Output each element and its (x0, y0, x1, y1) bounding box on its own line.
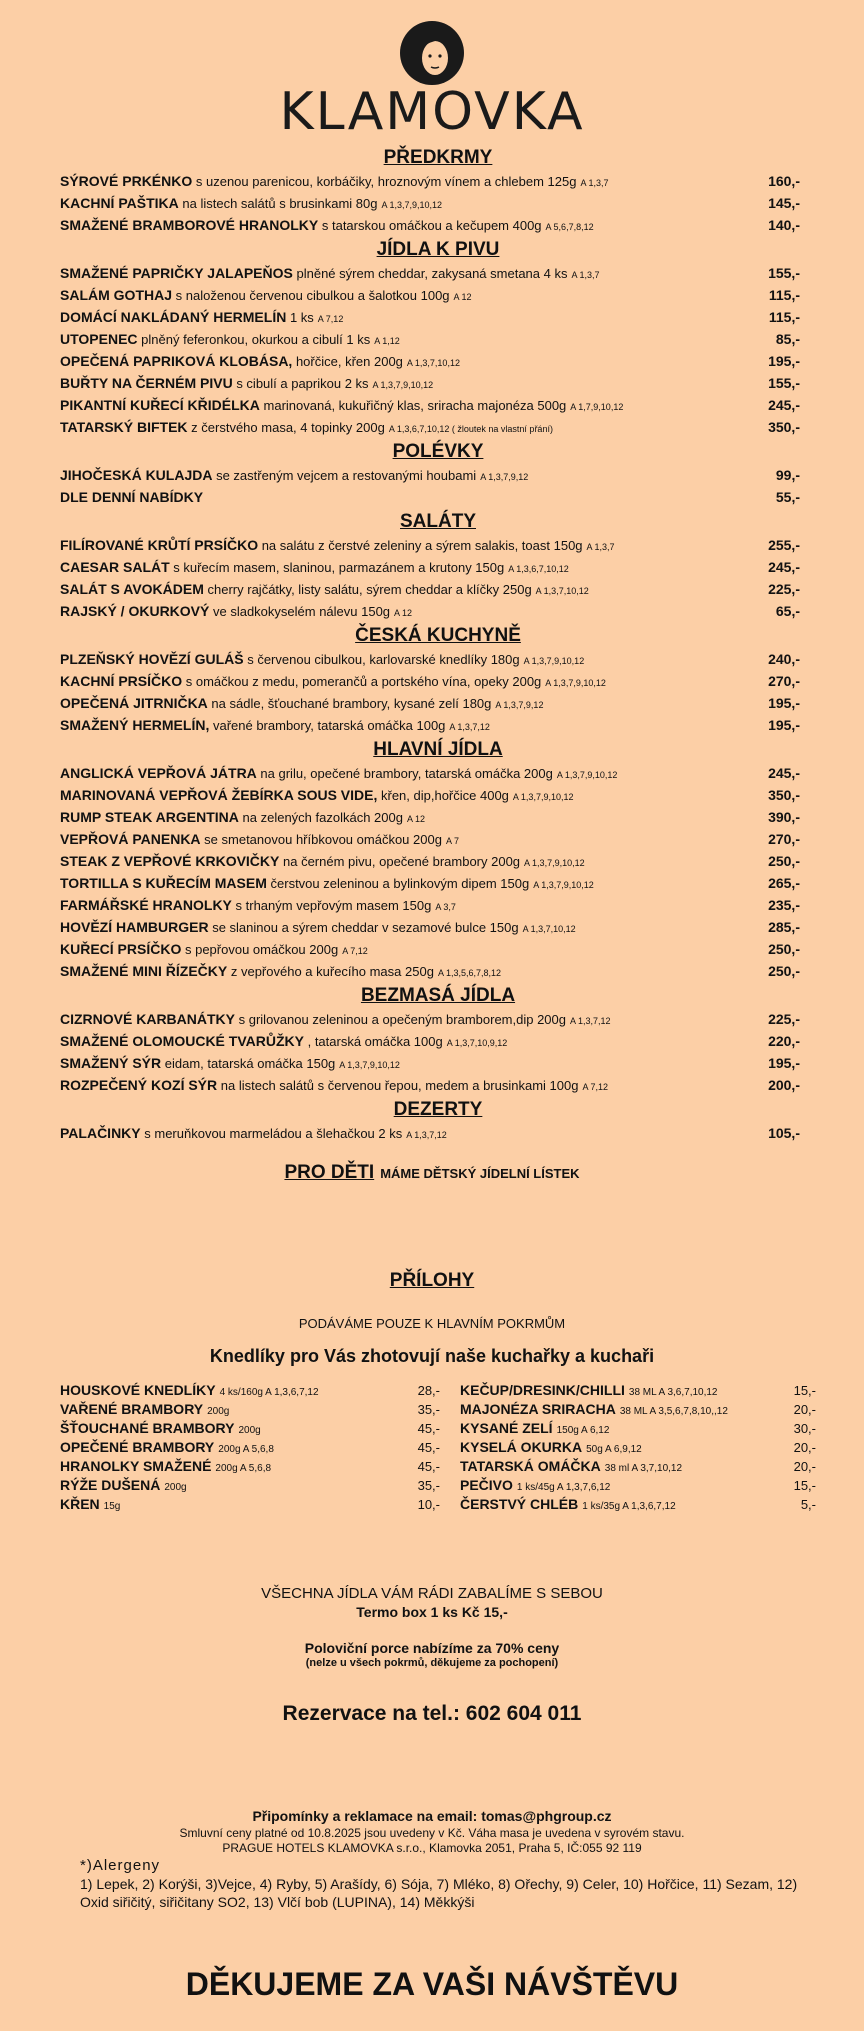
item-description: vařené brambory, tatarská omáčka 100g (212, 718, 446, 733)
item-name: SALÁM GOTHAJ (60, 287, 172, 303)
item-name: SMAŽENÝ SÝR (60, 1055, 162, 1071)
item-name: FARMÁŘSKÉ HRANOLKY (60, 897, 232, 913)
side-item (60, 1495, 440, 1514)
item-name: FILÍROVANÉ KRŮTÍ PRSÍČKO (60, 537, 259, 553)
item-name: OPEČENÁ JITRNIČKA (60, 695, 208, 711)
kids-title: PRO DĚTI (284, 1162, 375, 1183)
reservation-phone: Rezervace na tel.: 602 604 011 (282, 1702, 582, 1725)
side-item (60, 1419, 440, 1438)
side-name: VAŘENÉ BRAMBORY (60, 1401, 204, 1417)
kids-subtitle: MÁME DĚTSKÝ JÍDELNÍ LÍSTEK (380, 1166, 580, 1181)
item-allergens: A 12 (394, 608, 413, 618)
item-allergens: A 1,3,7,10,12 (522, 924, 576, 934)
item-name: ANGLICKÁ VEPŘOVÁ JÁTRA (60, 765, 257, 781)
item-allergens: A 1,3,7,12 (449, 722, 490, 732)
side-price: 15,- (793, 1478, 816, 1493)
item-price: 105,- (768, 1125, 800, 1141)
menu-item (60, 828, 816, 850)
logo-face-icon (399, 20, 465, 86)
item-price: 200,- (768, 1077, 800, 1093)
item-allergens: A 1,12 (374, 336, 400, 346)
item-name: TATARSKÝ BIFTEK (60, 419, 188, 435)
side-name: MAJONÉZA SRIRACHA (460, 1401, 616, 1417)
item-name: SMAŽENÉ OLOMOUCKÉ TVARŮŽKY (60, 1033, 304, 1049)
side-price: 20,- (793, 1440, 816, 1455)
item-description: na listech salátů s červenou řepou, medem a brusinkami 100g (220, 1078, 579, 1093)
item-allergens: A 1,3,7,10,9,12 (446, 1038, 508, 1048)
menu-item (60, 192, 816, 214)
side-item (460, 1381, 816, 1400)
item-allergens: A 1,3,7,9,10,12 (523, 656, 585, 666)
side-name: TATARSKÁ OMÁČKA (460, 1458, 601, 1474)
item-name: BUŘTY NA ČERNÉM PIVU (60, 375, 233, 391)
item-name: SALÁT S AVOKÁDEM (60, 581, 204, 597)
item-description: na sádle, šťouchané brambory, kysané zelí 180g (211, 696, 492, 711)
item-name: SÝROVÉ PRKÉNKO (60, 173, 193, 189)
item-name: UTOPENEC (60, 331, 138, 347)
item-description: s uzenou parenicou, korbáčiky, hroznovým vínem a chlebem 125g (195, 174, 577, 189)
side-price: 10,- (417, 1497, 440, 1512)
item-name: TORTILLA S KUŘECÍM MASEM (60, 875, 267, 891)
item-price: 55,- (775, 489, 800, 505)
side-quantity: 200g A 5,6,8 (215, 1463, 272, 1474)
item-price: 225,- (768, 581, 800, 597)
menu-item (60, 600, 816, 622)
item-name: OPEČENÁ PAPRIKOVÁ KLOBÁSA, (60, 353, 293, 369)
side-item (60, 1457, 440, 1476)
item-name: PLZEŇSKÝ HOVĚZÍ GULÁŠ (60, 651, 244, 667)
item-allergens: A 1,3,7,12 (570, 1016, 611, 1026)
item-price: 270,- (768, 831, 800, 847)
side-price: 45,- (417, 1440, 440, 1455)
item-price: 285,- (768, 919, 800, 935)
item-description: s omáčkou z medu, pomerančů a portského vína, opeky 200g (185, 674, 542, 689)
item-allergens: A 1,3,7,9,12 (495, 700, 544, 710)
takeaway-line1: VŠECHNA JÍDLA VÁM RÁDI ZABALÍME S SEBOU (261, 1585, 603, 1602)
item-name: RUMP STEAK ARGENTINA (60, 809, 239, 825)
item-price: 155,- (768, 375, 800, 391)
menu-item (60, 350, 816, 372)
half-portion-line2: (nelze u všech pokrmů, děkujeme za pochopení) (305, 1657, 559, 1669)
item-allergens: A 1,3,7 (580, 178, 609, 188)
item-allergens: A 1,3,7,10,12 (535, 586, 589, 596)
item-description: na salátu z čerstvé zeleniny a sýrem salakis, toast 150g (261, 538, 583, 553)
item-description: s naloženou červenou cibulkou a šalotkou 100g (175, 288, 450, 303)
item-allergens: A 5,6,7,8,12 (545, 222, 594, 232)
item-price: 195,- (768, 1055, 800, 1071)
side-quantity: 4 ks/160g A 1,3,6,7,12 (219, 1387, 319, 1398)
side-quantity: 50g A 6,9,12 (586, 1444, 642, 1455)
side-quantity: 200g (164, 1482, 187, 1493)
item-allergens: A 1,3,7 (586, 542, 615, 552)
item-price: 155,- (768, 265, 800, 281)
item-name: JIHOČESKÁ KULAJDA (60, 467, 213, 483)
item-description: plněné sýrem cheddar, zakysaná smetana 4 ks (296, 266, 568, 281)
item-price: 350,- (768, 419, 800, 435)
menu-item (60, 306, 816, 328)
side-item (60, 1476, 440, 1495)
side-price: 28,- (417, 1383, 440, 1398)
item-name: KUŘECÍ PRSÍČKO (60, 941, 182, 957)
side-item (460, 1495, 816, 1514)
side-name: HRANOLKY SMAŽENÉ (60, 1458, 212, 1474)
section-title: JÍDLA K PIVU (376, 239, 500, 260)
item-name: VEPŘOVÁ PANENKA (60, 831, 201, 847)
sides-right-column (460, 1381, 816, 1514)
item-allergens: A 12 (406, 814, 426, 824)
item-price: 250,- (768, 963, 800, 979)
item-name: RAJSKÝ / OKURKOVÝ (60, 603, 210, 619)
side-price: 15,- (793, 1383, 816, 1398)
item-allergens: A 12 (453, 292, 472, 302)
item-description: s kuřecím masem, slaninou, parmazánem a krutony 150g (173, 560, 505, 575)
item-price: 245,- (768, 397, 800, 413)
item-name: ROZPEČENÝ KOZÍ SÝR (60, 1077, 218, 1093)
company-info: PRAGUE HOTELS KLAMOVKA s.r.o., Klamovka 2051, Praha 5, IČ:055 92 119 (222, 1841, 642, 1855)
item-name: DOMÁCÍ NAKLÁDANÝ HERMELÍN (60, 309, 287, 325)
item-price: 350,- (768, 787, 800, 803)
side-quantity: 200g A 5,6,8 (218, 1444, 274, 1455)
section-title: POLÉVKY (392, 441, 484, 462)
item-name: CIZRNOVÉ KARBANÁTKY (60, 1011, 235, 1027)
side-item (60, 1400, 440, 1419)
item-price: 225,- (768, 1011, 800, 1027)
side-name: ŠŤOUCHANÉ BRAMBORY (60, 1420, 235, 1436)
item-description: čerstvou zeleninou a bylinkovým dipem 150g (270, 876, 530, 891)
sides-note: PODÁVÁME POUZE K HLAVNÍM POKRMŮM (298, 1316, 566, 1331)
item-allergens: A 7 (445, 836, 459, 846)
section-title: DEZERTY (393, 1099, 483, 1120)
item-description: se smetanovou hříbkovou omáčkou 200g (204, 832, 442, 847)
menu-item (60, 762, 816, 784)
side-name: PEČIVO (460, 1477, 513, 1493)
menu-item (60, 916, 816, 938)
side-item (60, 1381, 440, 1400)
menu-item (60, 486, 816, 508)
side-name: KYSANÉ ZELÍ (460, 1420, 553, 1436)
section-title: SALÁTY (400, 511, 476, 532)
item-price: 265,- (768, 875, 800, 891)
item-name: MARINOVANÁ VEPŘOVÁ ŽEBÍRKA SOUS VIDE, (60, 787, 378, 803)
item-description: na listech salátů s brusinkami 80g (182, 196, 378, 211)
menu-item (60, 872, 816, 894)
item-price: 240,- (768, 651, 800, 667)
item-description: křen, dip,hořčice 400g (381, 788, 509, 803)
menu-item (60, 850, 816, 872)
item-description: z vepřového a kuřecího masa 250g (230, 964, 434, 979)
item-allergens: A 7,12 (342, 946, 368, 956)
side-quantity: 38 ml A 3,7,10,12 (604, 1463, 683, 1474)
item-price: 160,- (768, 173, 800, 189)
menu-item (60, 1030, 816, 1052)
item-price: 145,- (768, 195, 800, 211)
item-description: na grilu, opečené brambory, tatarská omáčka 200g (260, 766, 553, 781)
side-price: 45,- (417, 1421, 440, 1436)
item-name: SMAŽENÝ HERMELÍN, (60, 717, 210, 733)
side-name: KYSELÁ OKURKA (460, 1439, 583, 1455)
side-price: 20,- (793, 1402, 816, 1417)
item-allergens: A 1,7,9,10,12 (570, 402, 624, 412)
item-description: marinovaná, kukuřičný klas, sriracha majonéza 500g (263, 398, 567, 413)
thanks-message: DĚKUJEME ZA VAŠI NÁVŠTĚVU (185, 1966, 679, 2002)
item-description: s pepřovou omáčkou 200g (184, 942, 339, 957)
menu-item (60, 784, 816, 806)
sides-headline: Knedlíky pro Vás zhotovují naše kuchařky a kuchaři (209, 1346, 655, 1366)
item-allergens: A 1,3,6,7,10,12 (508, 564, 569, 574)
menu-item (60, 670, 816, 692)
item-allergens: A 1,3,7,9,10,12 (533, 880, 594, 890)
item-allergens: A 1,3,7,9,10,12 (381, 200, 443, 210)
section-title: BEZMASÁ JÍDLA (360, 985, 516, 1006)
item-allergens: A 1,3,7,10,12 (406, 358, 460, 368)
item-price: 85,- (775, 331, 800, 347)
item-description: 1 ks (289, 310, 314, 325)
menu-item (60, 534, 816, 556)
menu-list (60, 144, 816, 1144)
brand-name: KLAMOVKA (279, 82, 585, 142)
item-allergens: A 1,3,7,9,10,12 (524, 858, 585, 868)
item-name: DLE DENNÍ NABÍDKY (60, 489, 204, 505)
item-description: ve sladkokyselém nálevu 150g (212, 604, 391, 619)
side-price: 45,- (417, 1459, 440, 1474)
allergens-list: 1) Lepek, 2) Korýši, 3)Vejce, 4) Ryby, 5) Arašídy, 6) Sója, 7) Mléko, 8) Ořechy, 9) Celer, 10) Hořčice, 11) Sezam, 12) Oxid siřičitý, siřičitany SO2, 13) Vlčí bob (LUPINA), 14) Měkkýši (80, 1876, 798, 1910)
menu-item (60, 1074, 816, 1096)
menu-item (60, 556, 816, 578)
item-allergens: A 1,3,7,9,10,12 (339, 1060, 400, 1070)
logo (0, 20, 864, 142)
item-allergens: A 1,3,7,9,10,12 (372, 380, 434, 390)
menu-item (60, 1122, 816, 1144)
item-description: cherry rajčátky, listy salátu, sýrem cheddar a klíčky 250g (207, 582, 532, 597)
menu-item (60, 416, 816, 438)
item-name: KACHNÍ PAŠTIKA (60, 195, 179, 211)
menu-item (60, 214, 816, 236)
menu-item (60, 284, 816, 306)
item-name: KACHNÍ PRSÍČKO (60, 673, 183, 689)
menu-item (60, 464, 816, 486)
item-description: z čerstvého masa, 4 topinky 200g (191, 420, 385, 435)
item-description: , tatarská omáčka 100g (307, 1034, 443, 1049)
side-quantity: 1 ks/35g A 1,3,6,7,12 (582, 1501, 676, 1512)
side-item (460, 1400, 816, 1419)
item-name: SMAŽENÉ BRAMBOROVÉ HRANOLKY (60, 217, 319, 233)
item-description: se zastřeným vejcem a restovanými houbami (216, 468, 477, 483)
item-description: na černém pivu, opečené brambory 200g (283, 854, 521, 869)
side-price: 35,- (417, 1402, 440, 1417)
menu-item (60, 328, 816, 350)
item-price: 390,- (768, 809, 800, 825)
menu-item (60, 394, 816, 416)
item-description: s červenou cibulkou, karlovarské knedlíky 180g (247, 652, 520, 667)
item-price: 195,- (768, 717, 800, 733)
side-name: HOUSKOVÉ KNEDLÍKY (60, 1382, 216, 1398)
item-name: HOVĚZÍ HAMBURGER (60, 919, 209, 935)
prices-note: Smluvní ceny platné od 10.8.2025 jsou uvedeny v Kč. Váha masa je uvedena v syrovém stavu. (179, 1826, 685, 1840)
item-price: 220,- (768, 1033, 800, 1049)
item-allergens: A 1,3,7,9,10,12 (556, 770, 618, 780)
item-price: 195,- (768, 695, 800, 711)
menu-item (60, 894, 816, 916)
item-price: 65,- (775, 603, 800, 619)
side-quantity: 38 ML A 3,5,6,7,8,10,,12 (619, 1406, 728, 1417)
side-quantity: 150g A 6,12 (556, 1425, 610, 1436)
item-name: SMAŽENÉ PAPRIČKY JALAPEŇOS (60, 265, 293, 281)
sides-left-column (60, 1381, 440, 1514)
item-description: s meruňkovou marmeládou a šlehačkou 2 ks (144, 1126, 403, 1141)
item-name: CAESAR SALÁT (60, 559, 170, 575)
menu-item (60, 714, 816, 736)
item-allergens: A 1,3,7,9,12 (480, 472, 529, 482)
item-allergens: A 1,3,7,9,10,12 (512, 792, 574, 802)
side-quantity: 38 ML A 3,6,7,10,12 (628, 1387, 718, 1398)
allergens-legend (80, 1857, 800, 1911)
item-name: PALAČINKY (60, 1125, 141, 1141)
side-quantity: 200g (238, 1425, 261, 1436)
menu-item (60, 372, 816, 394)
item-description: plněný feferonkou, okurkou a cibulí 1 ks (141, 332, 371, 347)
menu-item (60, 170, 816, 192)
item-price: 195,- (768, 353, 800, 369)
item-price: 250,- (768, 853, 800, 869)
item-price: 115,- (768, 287, 800, 303)
side-price: 20,- (793, 1459, 816, 1474)
item-description: s cibulí a paprikou 2 ks (236, 376, 369, 391)
side-price: 35,- (417, 1478, 440, 1493)
item-allergens: A 3,7 (435, 902, 456, 912)
item-price: 245,- (768, 559, 800, 575)
side-item (460, 1476, 816, 1495)
side-quantity: 200g (207, 1406, 230, 1417)
item-price: 115,- (768, 309, 800, 325)
item-name: SMAŽENÉ MINI ŘÍZEČKY (60, 963, 228, 979)
side-name: KŘEN (60, 1496, 100, 1512)
side-quantity: 1 ks/45g A 1,3,7,6,12 (516, 1482, 611, 1493)
item-allergens: A 1,3,5,6,7,8,12 (437, 968, 501, 978)
item-name: STEAK Z VEPŘOVÉ KRKOVIČKY (60, 853, 280, 869)
side-name: RÝŽE DUŠENÁ (60, 1477, 161, 1493)
item-description: s tatarskou omáčkou a kečupem 400g (321, 218, 542, 233)
menu-item (60, 262, 816, 284)
side-item (460, 1457, 816, 1476)
menu-item (60, 648, 816, 670)
item-allergens: A 7,12 (582, 1082, 608, 1092)
item-description: eidam, tatarská omáčka 150g (164, 1056, 336, 1071)
side-price: 30,- (793, 1421, 816, 1436)
menu-item (60, 938, 816, 960)
section-title: HLAVNÍ JÍDLA (373, 739, 503, 760)
item-description: na zelených fazolkách 200g (242, 810, 403, 825)
item-price: 140,- (768, 217, 800, 233)
side-item (460, 1419, 816, 1438)
side-price: 5,- (800, 1497, 816, 1512)
half-portion-line1: Poloviční porce nabízíme za 70% ceny (304, 1640, 560, 1656)
side-name: KEČUP/DRESINK/CHILLI (460, 1382, 625, 1398)
section-title: PŘEDKRMY (383, 147, 493, 168)
item-name: PIKANTNÍ KUŘECÍ KŘIDÉLKA (60, 397, 260, 413)
item-price: 99,- (775, 467, 800, 483)
menu-item (60, 806, 816, 828)
side-item (60, 1438, 440, 1457)
complaints-email: Připomínky a reklamace na email: tomas@phgroup.cz (252, 1808, 612, 1824)
takeaway-line2: Termo box 1 ks Kč 15,- (356, 1604, 508, 1620)
allergens-title: *)Alergeny (80, 1857, 161, 1874)
item-price: 245,- (768, 765, 800, 781)
item-price: 255,- (768, 537, 800, 553)
side-quantity: 15g (103, 1501, 121, 1512)
item-price: 270,- (768, 673, 800, 689)
side-item (460, 1438, 816, 1457)
sides-title: PŘÍLOHY (389, 1270, 475, 1291)
item-description: s grilovanou zeleninou a opečeným bramborem,dip 200g (238, 1012, 566, 1027)
menu-item (60, 1052, 816, 1074)
side-name: ČERSTVÝ CHLÉB (460, 1496, 579, 1512)
item-allergens: A 1,3,7,12 (406, 1130, 447, 1140)
menu-item (60, 1008, 816, 1030)
menu-item (60, 578, 816, 600)
item-allergens: A 1,3,7 (571, 270, 600, 280)
item-allergens: A 1,3,6,7,10,12 ( žloutek na vlastní přání) (388, 424, 553, 434)
item-description: hořčice, křen 200g (295, 354, 403, 369)
item-price: 235,- (768, 897, 800, 913)
item-description: s trhaným vepřovým masem 150g (235, 898, 432, 913)
item-description: se slaninou a sýrem cheddar v sezamové bulce 150g (212, 920, 519, 935)
kids-section (0, 1162, 864, 1184)
section-title: ČESKÁ KUCHYNĚ (355, 625, 521, 646)
item-allergens: A 1,3,7,9,10,12 (545, 678, 606, 688)
side-name: OPEČENÉ BRAMBORY (60, 1439, 215, 1455)
item-allergens: A 7,12 (317, 314, 344, 324)
item-price: 250,- (768, 941, 800, 957)
menu-item (60, 960, 816, 982)
menu-item (60, 692, 816, 714)
